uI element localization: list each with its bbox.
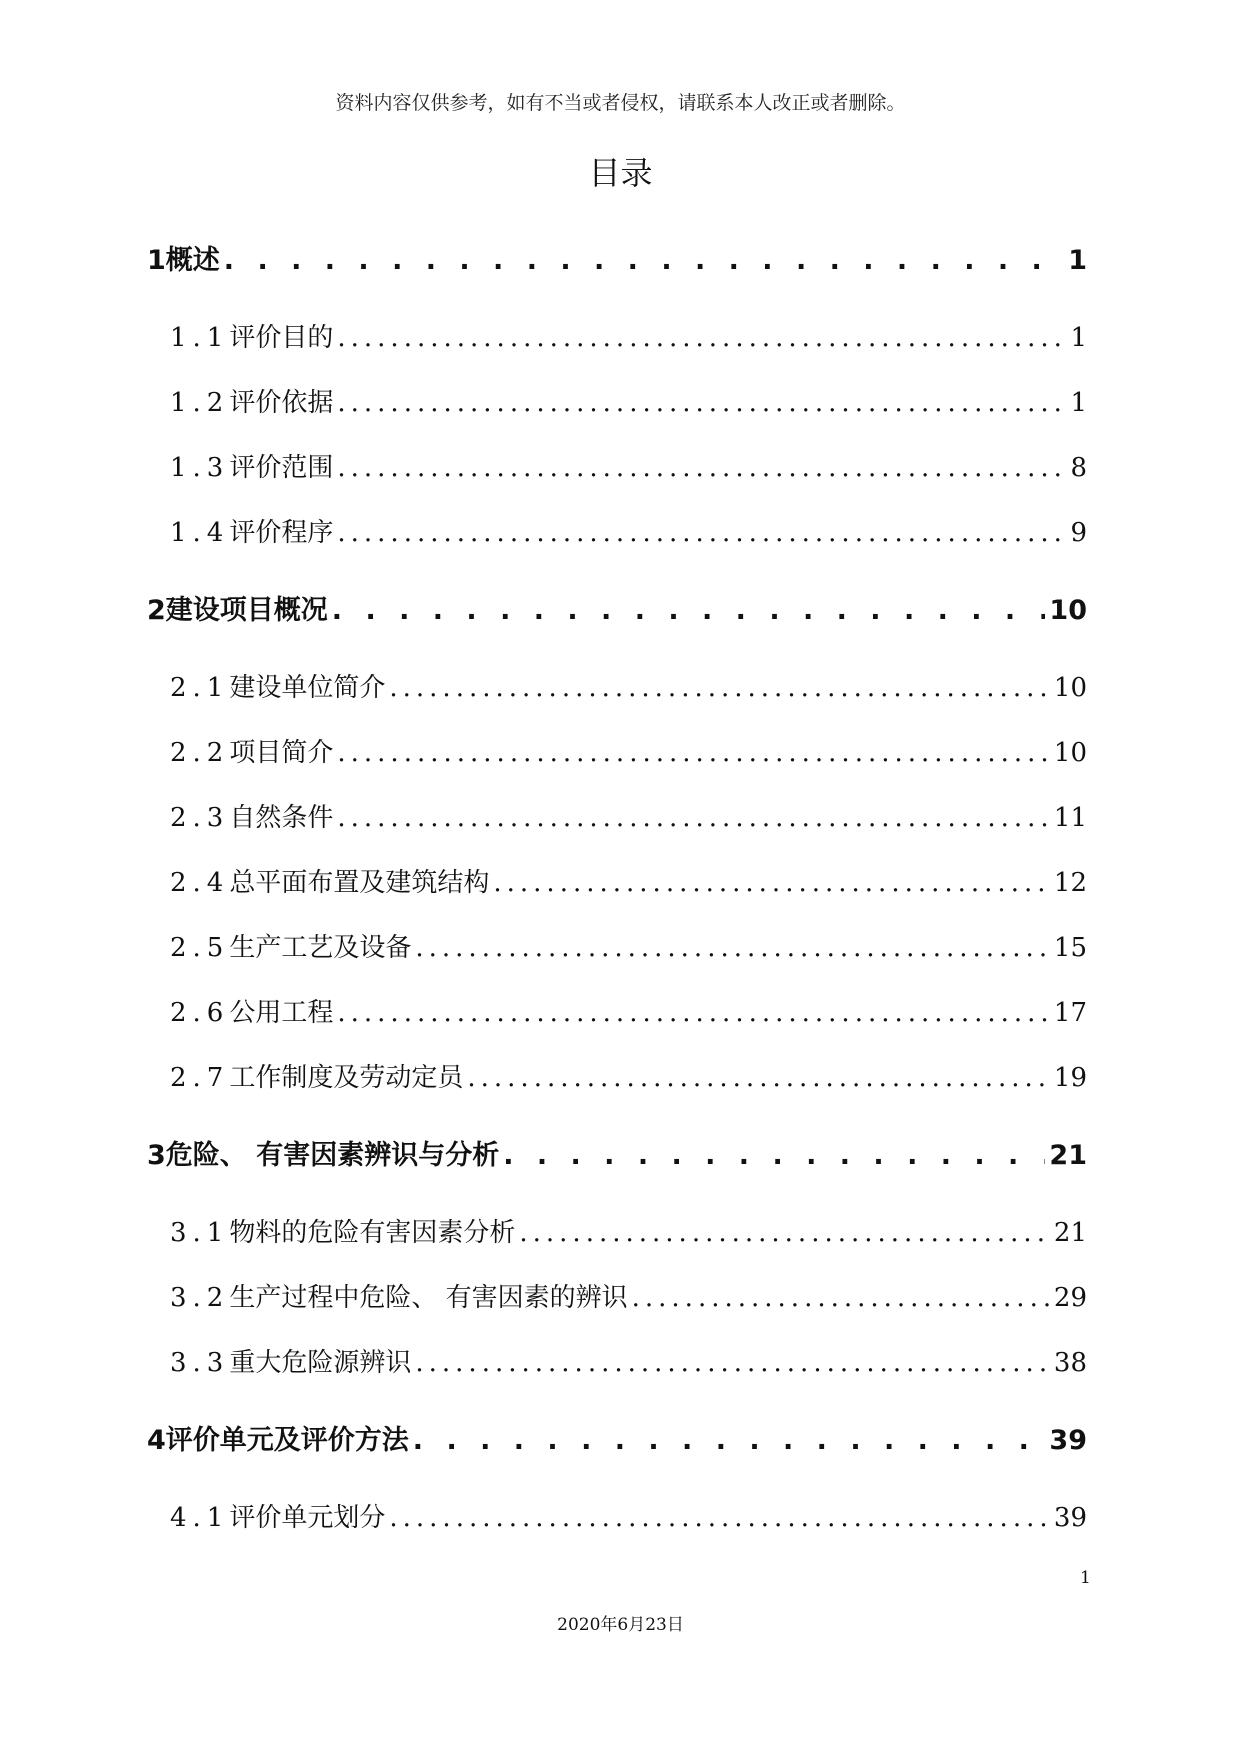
- toc-entry-number: 2.6: [170, 998, 230, 1028]
- toc-entry-section[interactable]: [170, 927, 1087, 964]
- toc-entry-label: 生产工艺及设备: [229, 933, 412, 963]
- toc-entry-page: 21: [1053, 1218, 1087, 1248]
- toc-entry-number: 3: [147, 1140, 166, 1171]
- toc-dot-leader: [413, 1425, 1046, 1456]
- toc-dot-leader: [493, 868, 1050, 898]
- disclaimer-header: 资料内容仅供参考，如有不当或者侵权，请联系本人改正或者删除。: [335, 92, 906, 114]
- toc-entry-number: 3.2: [170, 1283, 230, 1313]
- toc-entry-page: 10: [1053, 738, 1087, 768]
- toc-dot-leader: [389, 1503, 1050, 1533]
- toc-entry-label: 公用工程: [229, 998, 334, 1028]
- toc-dot-leader: [332, 595, 1046, 626]
- toc-entry-label: 重大危险源辨识: [229, 1348, 412, 1378]
- toc-entry-label: 评价目的: [229, 323, 334, 353]
- toc-entry-section[interactable]: [170, 992, 1087, 1029]
- toc-dot-leader: [467, 1063, 1050, 1093]
- toc-entry-chapter[interactable]: [147, 588, 1087, 627]
- toc-entry-page: 11: [1053, 803, 1087, 833]
- toc-entry-section[interactable]: [170, 1277, 1087, 1314]
- toc-entry-label: 总平面布置及建筑结构: [229, 868, 490, 898]
- toc-entry-page: 19: [1053, 1063, 1087, 1093]
- toc-entry-label: 物料的危险有害因素分析: [229, 1218, 516, 1248]
- toc-entry-number: 1.4: [170, 518, 230, 548]
- toc-entry-number: 1.1: [170, 323, 230, 353]
- toc-entry-number: 1.2: [170, 388, 230, 418]
- toc-entry-page: 8: [1070, 453, 1087, 483]
- toc-entry-label: 建设单位简介: [229, 673, 386, 703]
- toc-entry-number: 3.1: [170, 1218, 230, 1248]
- toc-entry-section[interactable]: [170, 1212, 1087, 1249]
- toc-dot-leader: [224, 245, 1064, 276]
- toc-dot-leader: [415, 1348, 1050, 1378]
- toc-entry-label: 评价单元划分: [229, 1503, 386, 1533]
- toc-entry-page: 1: [1070, 388, 1087, 418]
- toc-entry-section[interactable]: [170, 317, 1087, 354]
- toc-entry-label: 生产过程中危险、 有害因素的辨识: [229, 1283, 628, 1313]
- toc-dot-leader: [337, 998, 1050, 1028]
- toc-dot-leader: [337, 323, 1066, 353]
- toc-entry-label: 概述: [165, 245, 220, 276]
- toc-entry-label: 评价依据: [229, 388, 334, 418]
- toc-entry-page: 21: [1049, 1140, 1087, 1171]
- toc-dot-leader: [337, 803, 1050, 833]
- toc-entry-page: 9: [1070, 518, 1087, 548]
- toc-entry-section[interactable]: [170, 797, 1087, 834]
- toc-entry-label: 建设项目概况: [165, 595, 328, 626]
- toc-entry-section[interactable]: [170, 862, 1087, 899]
- toc-entry-page: 39: [1049, 1425, 1087, 1456]
- toc-entry-label: 工作制度及劳动定员: [229, 1063, 464, 1093]
- toc-entry-page: 29: [1053, 1283, 1087, 1313]
- toc-dot-leader: [632, 1283, 1050, 1313]
- toc-entry-label: 项目简介: [229, 738, 334, 768]
- toc-entry-number: 2.7: [170, 1063, 230, 1093]
- toc-entry-section[interactable]: [170, 1057, 1087, 1094]
- toc-entry-number: 2.2: [170, 738, 230, 768]
- toc-entry-label: 危险、 有害因素辨识与分析: [165, 1140, 500, 1171]
- footer-date: 2020年6月23日: [557, 1615, 684, 1635]
- toc-entry-page: 15: [1053, 933, 1087, 963]
- toc-title: 目录: [588, 154, 653, 192]
- toc-entry-number: 2.1: [170, 673, 230, 703]
- toc-entry-number: 2.4: [170, 868, 230, 898]
- toc-entry-section[interactable]: [170, 447, 1087, 484]
- toc-dot-leader: [337, 453, 1066, 483]
- toc-dot-leader: [503, 1140, 1045, 1171]
- toc-entry-number: 2: [147, 595, 166, 626]
- toc-entry-label: 自然条件: [229, 803, 334, 833]
- toc-entry-section[interactable]: [170, 382, 1087, 419]
- toc-entry-section[interactable]: [170, 667, 1087, 704]
- toc-entry-number: 3.3: [170, 1348, 230, 1378]
- toc-entry-page: 10: [1049, 595, 1087, 626]
- toc-dot-leader: [337, 518, 1066, 548]
- toc-entry-number: 2.5: [170, 933, 230, 963]
- toc-entry-chapter[interactable]: [147, 238, 1087, 277]
- toc-entry-label: 评价范围: [229, 453, 334, 483]
- toc-entry-chapter[interactable]: [147, 1133, 1087, 1172]
- toc-entry-page: 12: [1053, 868, 1087, 898]
- toc-entry-section[interactable]: [170, 1497, 1087, 1534]
- toc-dot-leader: [389, 673, 1050, 703]
- toc-entry-page: 17: [1053, 998, 1087, 1028]
- toc-entry-label: 评价程序: [229, 518, 334, 548]
- toc-entry-page: 1: [1068, 245, 1087, 276]
- toc-entry-page: 39: [1053, 1503, 1087, 1533]
- toc-entry-number: 4.1: [170, 1503, 230, 1533]
- toc-entry-page: 38: [1053, 1348, 1087, 1378]
- toc-entry-section[interactable]: [170, 732, 1087, 769]
- toc-entry-number: 2.3: [170, 803, 230, 833]
- toc-dot-leader: [337, 738, 1050, 768]
- toc-entry-number: 4: [147, 1425, 166, 1456]
- toc-entry-section[interactable]: [170, 1342, 1087, 1379]
- toc-entry-page: 1: [1070, 323, 1087, 353]
- toc-entry-number: 1: [147, 245, 166, 276]
- toc-dot-leader: [519, 1218, 1050, 1248]
- toc-entry-chapter[interactable]: [147, 1418, 1087, 1457]
- toc-entry-page: 10: [1053, 673, 1087, 703]
- toc-entry-number: 1.3: [170, 453, 230, 483]
- toc-entry-section[interactable]: [170, 512, 1087, 549]
- toc-dot-leader: [337, 388, 1066, 418]
- page-number: 1: [1080, 1568, 1091, 1588]
- toc-entry-label: 评价单元及评价方法: [165, 1425, 409, 1456]
- toc-dot-leader: [415, 933, 1050, 963]
